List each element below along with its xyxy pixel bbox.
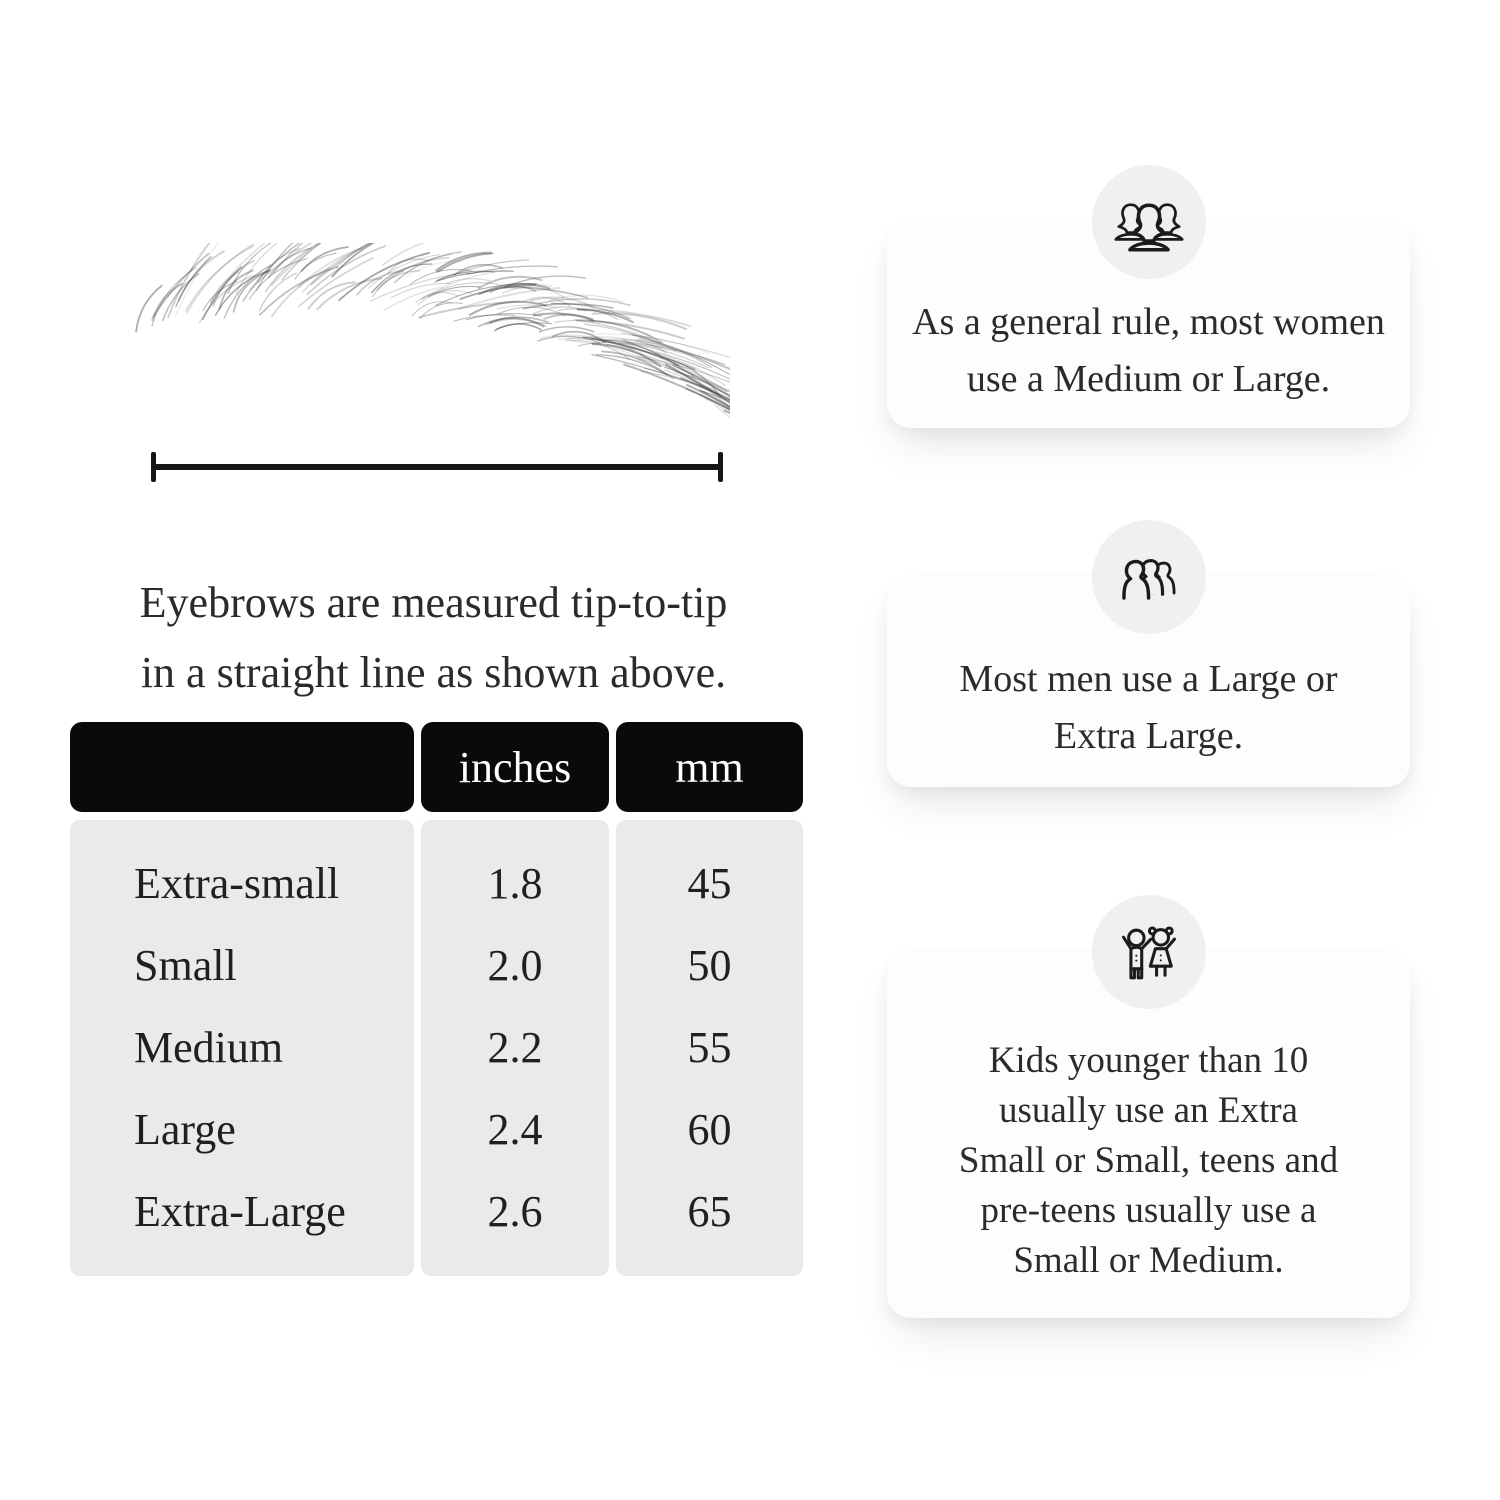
guidance-text-line: usually use an Extra [998, 1090, 1298, 1131]
size-chart-table [70, 722, 803, 1276]
inches-column [421, 820, 609, 1276]
size-column-header [70, 722, 414, 812]
mm-cell: 45 [687, 858, 732, 908]
women-guidance-card [887, 222, 1410, 428]
eyebrow-illustration [130, 243, 730, 418]
measurement-caption [70, 568, 797, 708]
icon-circle [1092, 520, 1206, 634]
mm-cell: 65 [687, 1186, 732, 1236]
caption-line: Eyebrows are measured tip-to-tip [139, 578, 728, 627]
men-guidance-card [887, 577, 1410, 787]
boy-figure [1123, 930, 1150, 978]
guidance-text-line: Most men use a Large or [959, 658, 1338, 700]
size-cell: Small [134, 940, 237, 990]
size-cell: Large [134, 1104, 236, 1154]
mm-cell: 50 [687, 940, 732, 990]
measurement-line-right-cap [718, 452, 723, 482]
measurement-line [153, 464, 721, 470]
inches-cell: 2.6 [487, 1186, 543, 1236]
caption-line: in a straight line as shown above. [140, 648, 727, 697]
size-cell: Extra-small [134, 858, 340, 908]
children-icon [1114, 919, 1184, 986]
inches-cell: 2.2 [487, 1022, 543, 1072]
mm-cell: 60 [687, 1104, 732, 1154]
women-group-icon [1112, 190, 1186, 254]
girl-figure [1149, 928, 1174, 975]
inches-cell: 1.8 [487, 858, 543, 908]
eyebrow-sketch [130, 243, 730, 418]
guidance-text-line: Extra Large. [1053, 715, 1244, 757]
size-cell: Medium [134, 1022, 284, 1072]
guidance-text-line: As a general rule, most women [912, 301, 1385, 343]
size-column [70, 820, 414, 1276]
inches-cell: 2.4 [487, 1104, 543, 1154]
guidance-text-line: Small or Small, teens and [958, 1140, 1339, 1181]
icon-circle [1092, 895, 1206, 1009]
kids-guidance-card [887, 952, 1410, 1318]
guidance-text-line: Small or Medium. [1013, 1240, 1284, 1281]
men-group-icon [1113, 547, 1185, 607]
measurement-line-left-cap [151, 452, 156, 482]
inches-column-header: inches [421, 722, 609, 812]
mm-column-header: mm [616, 722, 803, 812]
guidance-text-line: use a Medium or Large. [966, 358, 1331, 400]
mm-cell: 55 [687, 1022, 732, 1072]
inches-cell: 2.0 [487, 940, 543, 990]
mm-column [616, 820, 803, 1276]
size-cell: Extra-Large [134, 1186, 346, 1236]
guidance-text-line: Kids younger than 10 [988, 1040, 1309, 1081]
icon-circle [1092, 165, 1206, 279]
guidance-text-line: pre-teens usually use a [980, 1190, 1317, 1231]
